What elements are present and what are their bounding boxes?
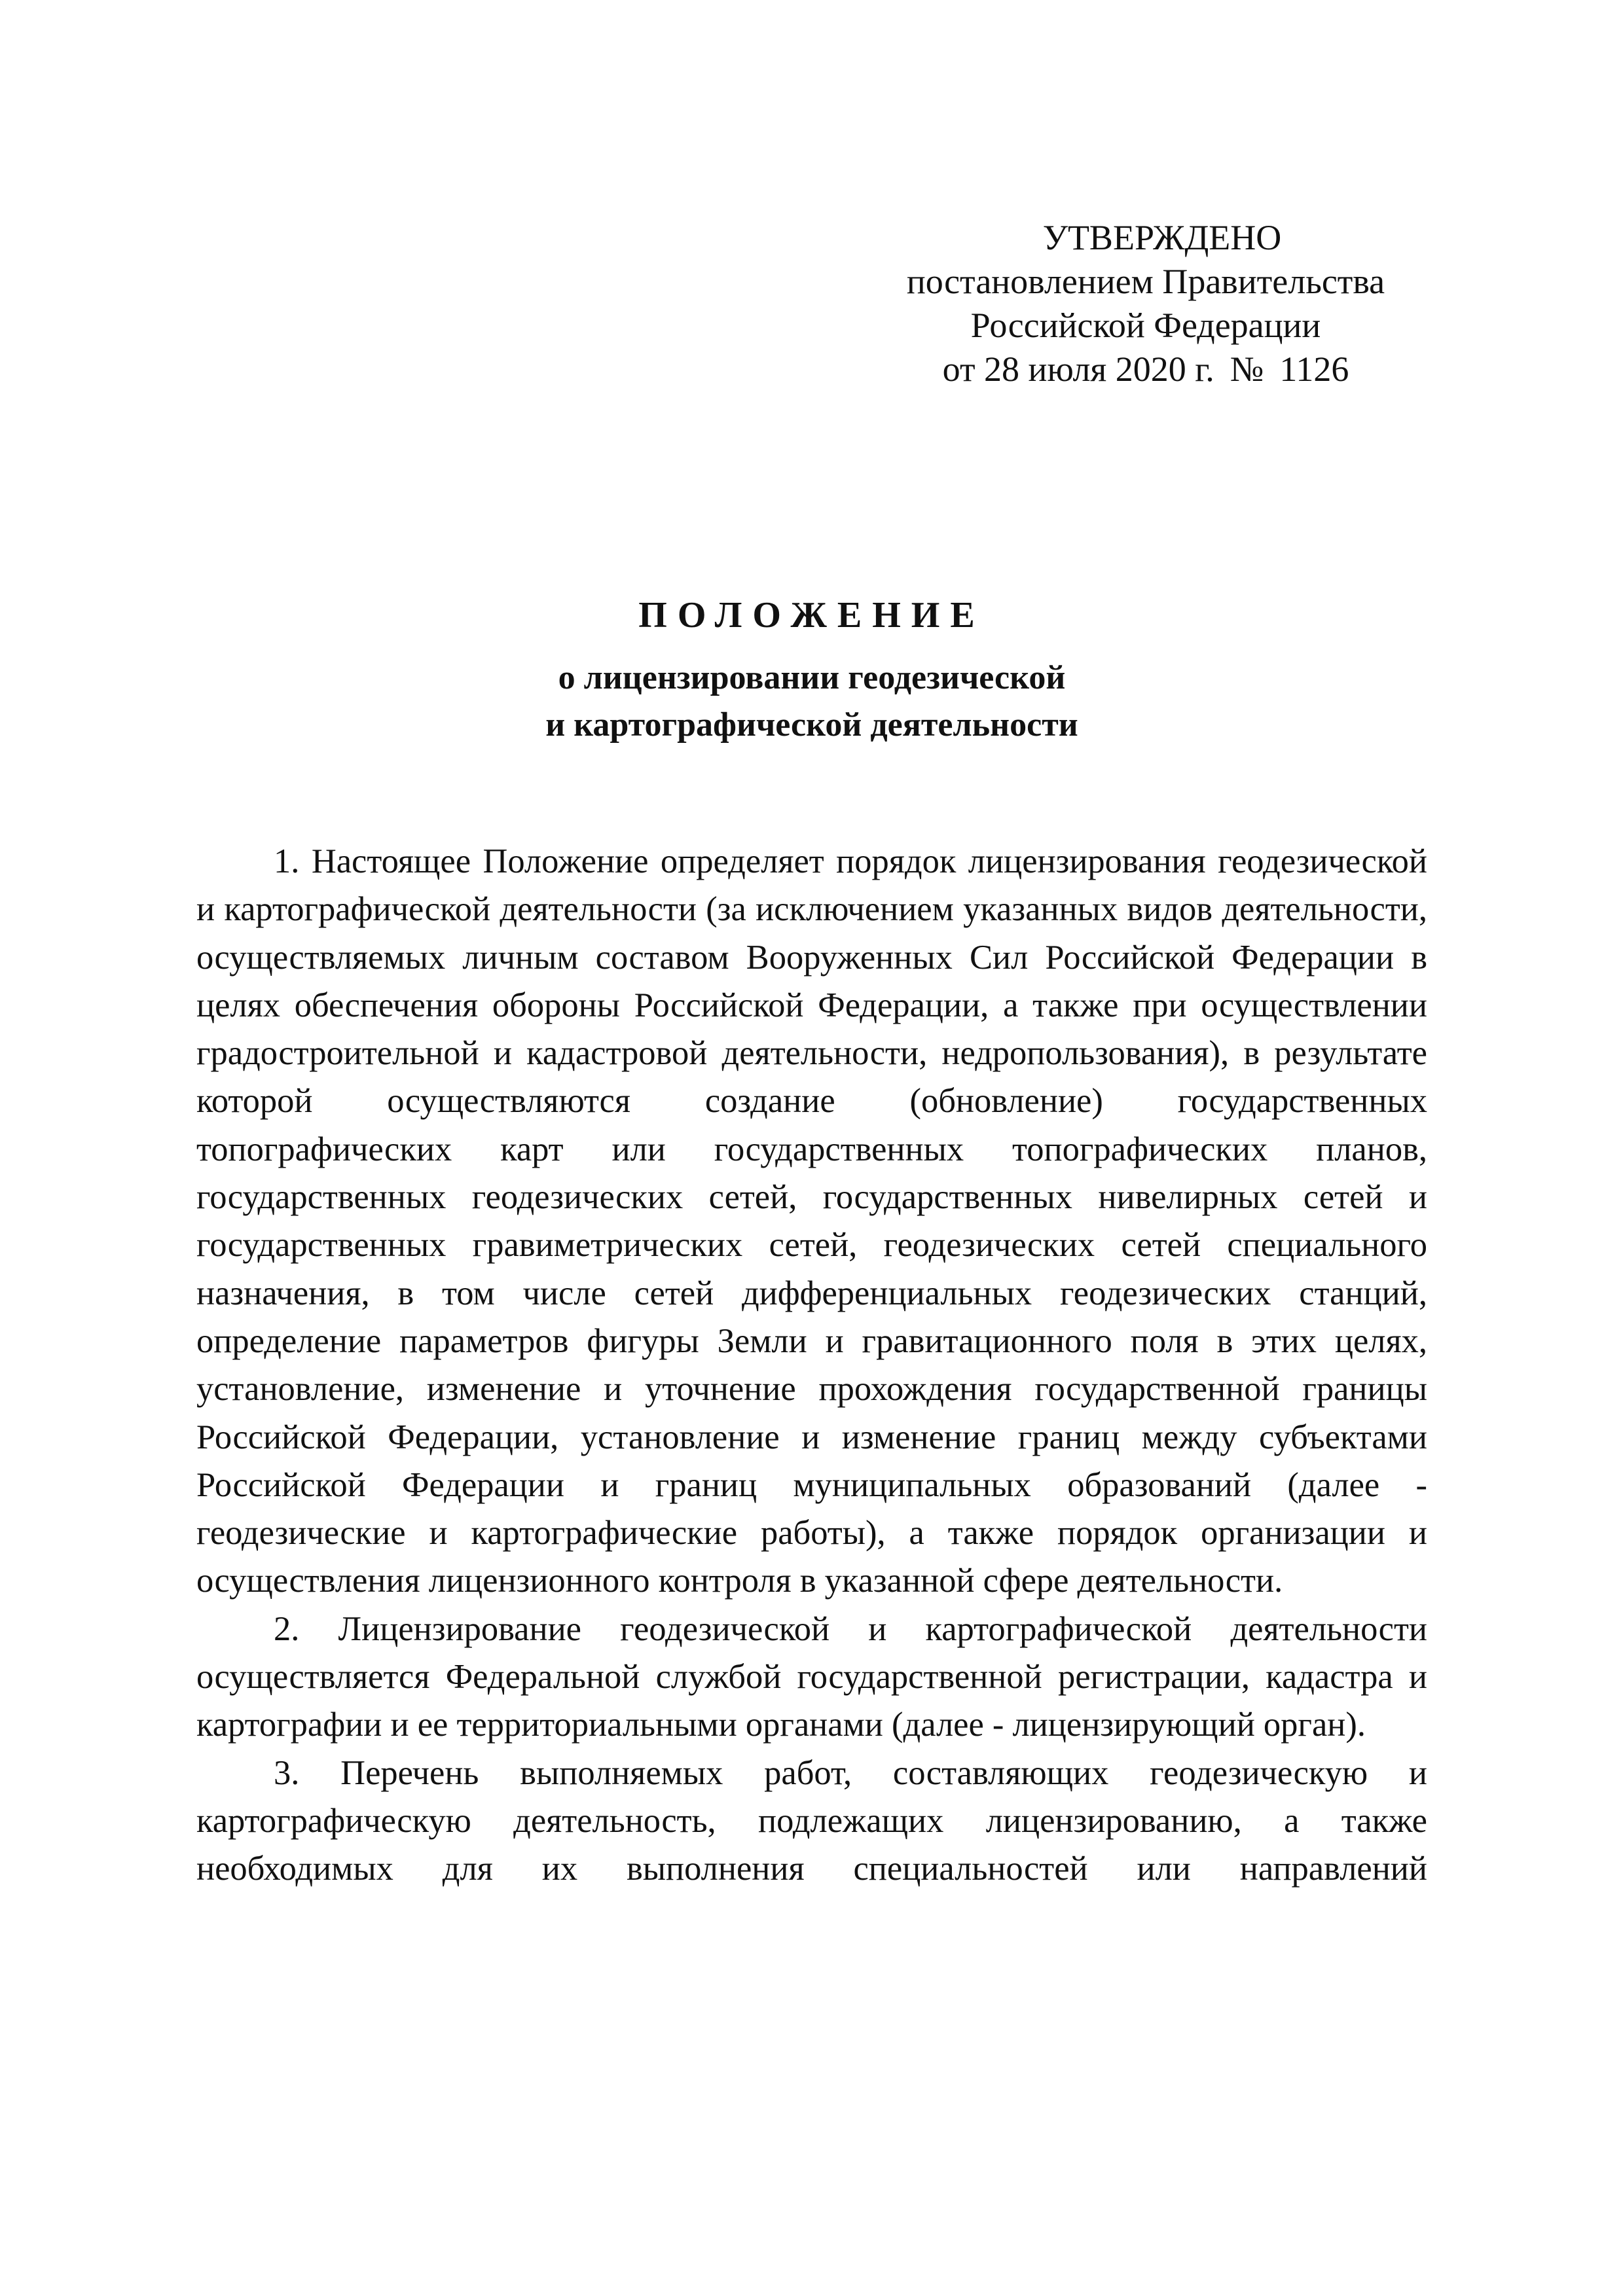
approval-date: от 28 июля 2020 г.	[942, 350, 1214, 389]
approval-stamp-block	[851, 216, 1440, 391]
approval-decree-line: постановлением Правительства	[906, 262, 1385, 301]
approval-heading: УТВЕРЖДЕНО	[1042, 218, 1282, 257]
document-body	[196, 838, 1427, 1893]
approval-number-sign: №	[1230, 350, 1264, 389]
subtitle-line-2: и картографической деятельности	[545, 706, 1078, 744]
paragraph-2: 2. Лицензирование геодезической и картографической деятельности осуществляется Федеральной службой государственной регистрации, кадастра и картографии и ее территориальными органами (далее - лицензирующий орган).	[196, 1609, 1427, 1744]
approval-date-line	[851, 348, 1440, 391]
approval-number: 1126	[1279, 350, 1349, 389]
paragraph-3: 3. Перечень выполняемых работ, составляющих геодезическую и картографическую деятельность, подлежащих лицензированию, а также необходимых для их выполнения специальностей или направлений	[196, 1753, 1427, 1888]
document-title: ПОЛОЖЕНИЕ	[638, 595, 985, 636]
subtitle-line-1: о лицензировании геодезической	[558, 659, 1066, 696]
document-subtitle	[196, 655, 1427, 749]
paragraph-1: 1. Настоящее Положение определяет порядок лицензирования геодезической и картографической деятельности (за исключением указанных видов деятельности, осуществляемых личным составом Вооруженных Сил Российской Федерации в целях обеспечения обороны Российской Федерации, а также при осуществлении градостроительной и кадастровой деятельности, недропользования), в результате которой осуществляются создание (обновление) государственных топографических карт или государственных топографических планов, государственных геодезических сетей, государственных нивелирных сетей и государственных гравиметрических сетей, геодезических сетей специального назначения, в том числе сетей дифференциальных геодезических станций, определение параметров фигуры Земли и гравитационного поля в этих целях, установление, изменение и уточнение прохождения государственной границы Российской Федерации, установление и изменение границ между субъектами Российской Федерации и границ муниципальных образований (далее - геодезические и картографические работы), а также порядок организации и осуществления лицензионного контроля в указанной сфере деятельности.	[196, 842, 1427, 1600]
approval-country-line: Российской Федерации	[970, 306, 1321, 345]
